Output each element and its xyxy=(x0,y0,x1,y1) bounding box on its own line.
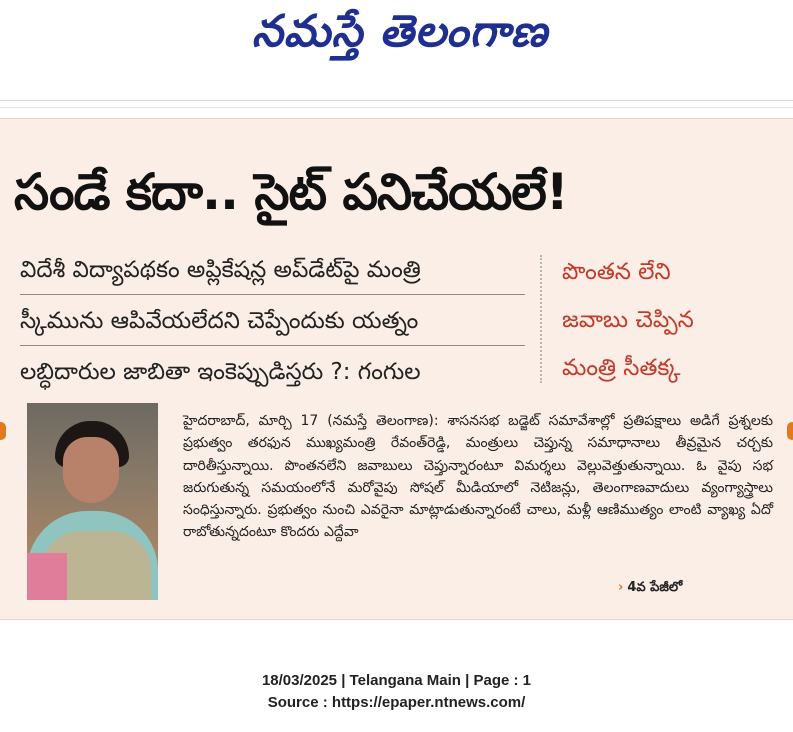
side-quote-line-2: జవాబు చెప్పిన xyxy=(562,307,694,333)
continued-link[interactable] xyxy=(618,580,682,598)
right-edge-marker xyxy=(787,422,793,440)
chevron-right-icon: › xyxy=(618,580,624,595)
masthead xyxy=(0,0,793,100)
newspaper-logo: నమస్తే తెలంగాణ xyxy=(251,6,549,57)
deck-divider-1 xyxy=(20,294,525,295)
footer-source: Source : https://epaper.ntnews.com/ xyxy=(267,694,526,711)
footer-date-edition: 18/03/2025 | Telangana Main | Page : 1 xyxy=(261,672,532,689)
side-quote-line-3: మంత్రి సీతక్క xyxy=(562,355,681,381)
header-divider xyxy=(0,100,793,108)
left-edge-marker xyxy=(0,422,6,440)
minister-photo xyxy=(27,403,158,600)
deck-line-3: లబ్ధిదారుల జాబితా ఇంకెప్పుడిస్తరు ?: గంగుల xyxy=(20,359,421,385)
deck-line-2: స్కీమును ఆపివేయలేదని చెప్పేందుకు యత్నం xyxy=(20,308,419,334)
article-headline: సండే కదా.. సైట్ పనిచేయలే! xyxy=(14,163,568,221)
side-divider xyxy=(540,255,542,383)
deck-line-1: విదేశీ విద్యాపథకం అప్లికేషన్ల అప్‌డేట్‌పై మంత్రి xyxy=(20,257,421,283)
deck-divider-2 xyxy=(20,345,525,346)
side-quote-line-1: పొంతన లేని xyxy=(562,259,671,285)
continued-label: 4వ పేజీలో xyxy=(627,580,683,595)
article-body: హైదరాబాద్, మార్చి 17 (నమస్తే తెలంగాణ): శాసనసభ బడ్జెట్ సమావేశాల్లో ప్రతిపక్షాలు అడిగే ప్రశ్నలకు ప్రభుత్వం తరఫున ముఖ్యమంత్రి రేవంత్‌రెడ్డి, మంత్రులు చెప్తున్న సమాధానాలు తీవ్రమైన చర్చకు దారితీస్తున్నాయి. పొంతనలేని జవాబులు చెప్తున్నారంటూ విమర్శలు వెల్లువెత్తుతున్నాయి. ఓ వైపు సభ జరుగుతున్న సమయంలోనే మరోవైపు సోషల్ మీడియాలో నెటిజన్లు, తెలంగాణవాదులు వ్యంగ్యాస్త్రాలు సంధిస్తున్నారు. ప్రభుత్వం నుంచి ఎవరైనా మాట్లాడుతున్నారంటే చాలు, మళ్లీ ఆణిముత్యం లాంటి వ్యాఖ్య ఏదో రాబోతున్నదంటూ కొందరు ఎద్దేవా xyxy=(183,413,773,541)
